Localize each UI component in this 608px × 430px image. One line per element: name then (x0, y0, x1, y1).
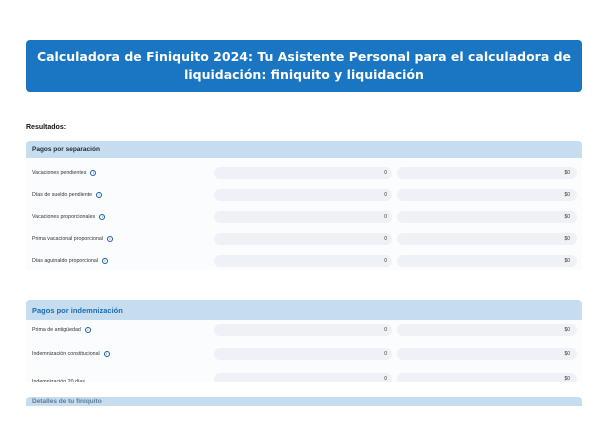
section-title: Detalles de tu finiquito (32, 398, 102, 405)
result-row (26, 348, 582, 362)
row-label: Vacaciones proporcionales (32, 214, 96, 220)
info-icon[interactable]: i (85, 327, 91, 333)
days-field: 0 (214, 233, 392, 245)
row-label: Indemnización 20 días (32, 379, 86, 382)
page-title: Calculadora de Finiquito 2024: Tu Asistente Personal para el calculadora de liquidación: finiquito y liquidación (36, 49, 572, 82)
section-header-separacion[interactable] (26, 141, 582, 158)
row-label: Prima de antigüedad (32, 327, 81, 333)
days-field: 0 (214, 211, 392, 223)
results-label: Resultados: (26, 124, 67, 131)
section-body-indemnizacion (26, 320, 582, 382)
amount-field: $0 (397, 189, 577, 201)
info-icon[interactable]: i (104, 351, 110, 357)
amount-field: $0 (397, 233, 577, 245)
section-header-indemnizacion[interactable] (26, 300, 582, 320)
amount-field: $0 (397, 324, 577, 336)
amount-field: $0 (397, 167, 577, 179)
days-field: 0 (214, 167, 392, 179)
days-field: 0 (214, 348, 392, 360)
section-title: Pagos por separación (32, 146, 100, 153)
days-field: 0 (214, 373, 392, 382)
info-icon[interactable]: i (96, 192, 102, 198)
days-field: 0 (214, 189, 392, 201)
row-label: Prima vacacional proporcional (32, 236, 103, 242)
result-row (26, 167, 582, 181)
result-row (26, 233, 582, 247)
row-label: Días de sueldo pendiente (32, 192, 93, 198)
amount-field: $0 (397, 211, 577, 223)
info-icon[interactable]: i (90, 170, 96, 176)
section-header-detalles[interactable] (26, 397, 582, 406)
days-field: 0 (214, 255, 392, 267)
result-row (26, 324, 582, 338)
row-label: Indemnización constitucional (32, 351, 100, 357)
info-icon[interactable]: i (99, 214, 105, 220)
result-row (26, 373, 582, 382)
section-body-separacion (26, 158, 582, 270)
days-field: 0 (214, 324, 392, 336)
result-row (26, 189, 582, 203)
amount-field: $0 (397, 373, 577, 382)
page-banner (26, 40, 582, 92)
amount-field: $0 (397, 255, 577, 267)
info-icon[interactable]: i (107, 236, 113, 242)
info-icon[interactable]: i (102, 258, 108, 264)
result-row (26, 255, 582, 269)
row-label: Días aguinaldo proporcional (32, 258, 98, 264)
row-label: Vacaciones pendientes (32, 170, 87, 176)
amount-field: $0 (397, 348, 577, 360)
result-row (26, 211, 582, 225)
section-title: Pagos por indemnización (32, 305, 123, 315)
